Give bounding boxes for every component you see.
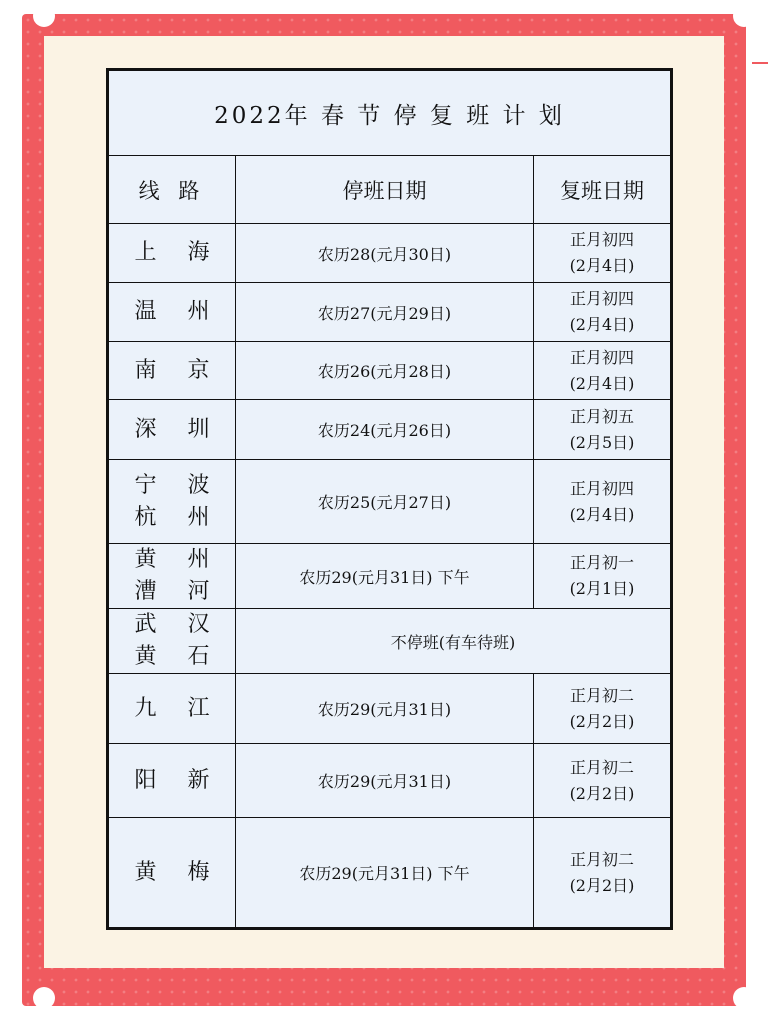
route-cell: 阳 新 [108,744,236,818]
resume-date-cell: 正月初一 (2月1日) [534,544,672,609]
route-cell: 黄 州 漕 河 [108,544,236,609]
header-stop-date: 停班日期 [236,156,534,224]
route-cell: 九 江 [108,674,236,744]
stop-date-cell: 农历28(元月30日) [236,224,534,283]
route-cell: 宁 波 杭 州 [108,460,236,544]
stop-date-cell: 农历29(元月31日) [236,674,534,744]
table-row [108,818,672,929]
table-row [108,460,672,544]
table-title: 2022年 春 节 停 复 班 计 划 [108,70,672,156]
table-row [108,744,672,818]
table-row [108,609,672,674]
route-cell: 黄 梅 [108,818,236,929]
schedule-table [106,68,673,930]
resume-date-cell: 正月初四 (2月4日) [534,283,672,342]
table-row [108,400,672,460]
table-row [108,674,672,744]
stop-date-cell: 农历26(元月28日) [236,342,534,400]
stop-date-cell: 农历29(元月31日) [236,744,534,818]
table-row [108,283,672,342]
table-row [108,342,672,400]
route-cell: 上 海 [108,224,236,283]
frame-notch [733,5,755,27]
stop-date-cell: 农历27(元月29日) [236,283,534,342]
frame-notch [33,987,55,1009]
table-row [108,224,672,283]
resume-date-cell: 正月初五 (2月5日) [534,400,672,460]
frame-notch [33,5,55,27]
table-row [108,544,672,609]
resume-date-cell: 正月初四 (2月4日) [534,342,672,400]
frame-notch [733,987,755,1009]
side-mark [752,62,768,64]
header-route: 线 路 [108,156,236,224]
resume-date-cell: 正月初四 (2月4日) [534,460,672,544]
resume-date-cell: 正月初二 (2月2日) [534,744,672,818]
route-cell: 南 京 [108,342,236,400]
stop-date-cell: 农历24(元月26日) [236,400,534,460]
resume-date-cell: 正月初二 (2月2日) [534,818,672,929]
merged-note-cell: 不停班(有车待班) [236,609,672,674]
header-resume-date: 复班日期 [534,156,672,224]
stop-date-cell: 农历29(元月31日) 下午 [236,818,534,929]
route-cell: 武 汉 黄 石 [108,609,236,674]
resume-date-cell: 正月初四 (2月4日) [534,224,672,283]
route-cell: 温 州 [108,283,236,342]
stop-date-cell: 农历29(元月31日) 下午 [236,544,534,609]
stop-date-cell: 农历25(元月27日) [236,460,534,544]
resume-date-cell: 正月初二 (2月2日) [534,674,672,744]
route-cell: 深 圳 [108,400,236,460]
